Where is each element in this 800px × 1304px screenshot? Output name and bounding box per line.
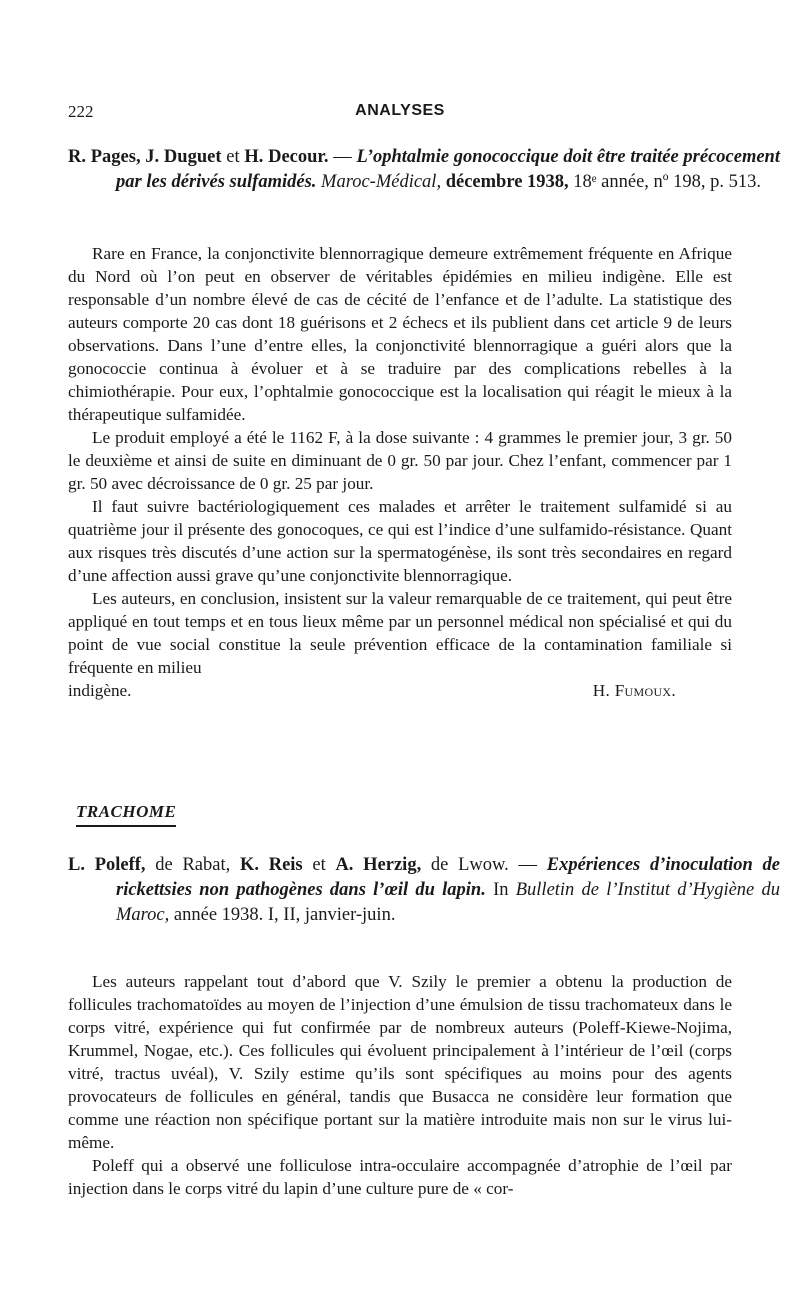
citation-in: In — [485, 880, 516, 900]
article-citation — [68, 145, 780, 195]
body-paragraph: Les auteurs, en conclusion, insistent sur la valeur remarquable de ce traitement, qui peut être appliqué en tout temps et en tous lieux même par un personnel médical non spécialisé et qui du point de vue social constitue la seule prévention efficace de la contamination familiale si fréquente en milieu — [68, 589, 732, 677]
article-title: Expériences d’inoculation de rickettsies non pathogènes dans l’œil du lapin. — [116, 855, 780, 900]
section-title: ANALYSES — [355, 102, 445, 119]
article-body — [68, 242, 732, 702]
citation-reference: année 1938. I, II, janvier-juin. — [169, 905, 396, 925]
running-head — [68, 102, 732, 128]
journal-name: Maroc-Médical, — [316, 172, 442, 192]
citation-author: L. Poleff, — [68, 855, 146, 875]
citation-reference: 18ᵉ année, nº 198, p. 513. — [568, 172, 762, 192]
citation-dash: — — [328, 147, 357, 167]
body-paragraph: Poleff qui a observé une folliculose intra-occulaire accompagnée d’atrophie de l’œil par injection dans le corps vitré du lapin d’une culture pure de « cor- — [68, 1156, 732, 1198]
citation-author: H. Decour. — [244, 147, 329, 167]
citation-conjunction: et — [221, 147, 245, 167]
body-last-line: indigène. — [68, 681, 132, 700]
body-paragraph: Le produit employé a été le 1162 F, à la dose suivante : 4 grammes le premier jour, 3 gr. 50 le deuxième et ainsi de suite en diminuant de 0 gr. 50 par jour. Chez l’enfant, commencer par 1 gr. 50 avec décroissance de 0 gr. 25 par jour. — [68, 428, 732, 493]
citation-conjunction: et — [302, 855, 336, 875]
citation-author: K. Reis — [239, 855, 303, 875]
article-citation — [68, 853, 780, 928]
page-number: 222 — [68, 102, 94, 121]
citation-authors: R. Pages, J. Duguet — [68, 147, 222, 167]
journal-name: Bulletin de l’Institut d’Hygiène du Maroc, — [116, 880, 780, 925]
article-title: L’ophtalmie gonococcique doit être traitée précocement par les dérivés sulfamidés. — [116, 147, 780, 192]
citation-date: décembre 1938, — [441, 172, 569, 192]
citation-author: A. Herzig, — [335, 855, 422, 875]
body-paragraph: Il faut suivre bactériologiquement ces malades et arrêter le traitement sulfamidé si au quatrième jour il présente des gonocoques, ce qui est l’indice d’une sulfamido-résistance. Quant aux risques très discutés d’une action sur la spermatogénèse, ils sont très secondaires en regard d’une affection aussi grave qu’une conjonctivite blennorragique. — [68, 497, 732, 585]
citation-place: de Lwow. — [421, 855, 509, 875]
citation-place: de Rabat, — [145, 855, 240, 875]
article-body — [68, 970, 732, 1200]
reviewer-signature: H. Fumoux. — [592, 681, 676, 700]
body-paragraph: Les auteurs rappelant tout d’abord que V. Szily le premier a obtenu la production de follicules trachomatoïdes au moyen de l’injection d’une émulsion de tissu trachomateux dans le corps vitré, expérience qui fut confirmée par de nombreux auteurs (Poleff-Kiewe-Nojima, Krummel, Nogae, etc.). Ces follicules qui évoluent principalement à l’intérieur de l’œil (corps vitré, tractus uvéal), V. Szily estime qu’ils sont spécifiques au moins pour des agents provocateurs de follicules en général, tandis que Busacca ne considère leur formation que comme une réaction non spécifique portant sur la matière introduite mais non sur le virus lui-même. — [68, 972, 732, 1152]
signature-line — [68, 679, 732, 702]
citation-dash: — — [508, 855, 547, 875]
section-heading: TRACHOME — [76, 802, 176, 827]
body-paragraph: Rare en France, la conjonctivite blennorragique demeure extrêmement fréquente en Afrique du Nord où l’on peut en observer de véritables épidémies en milieu indigène. Elle est responsable d’un nombre élevé de cas de cécité de l’enfance et de l’adulte. La statistique des auteurs comporte 20 cas dont 18 guérisons et 2 échecs et ils publient dans cet article 9 de leurs observations. Dans l’une d’entre elles, la conjonctivité blennorragique a guéri alors que la gonococcie continua à évoluer et à se traduire par des complications rebelles à la chimiothérapie. Pour eux, l’ophtalmie gonococcique est la localisation qui réagit le mieux à la thérapeutique sulfamidée. — [68, 244, 732, 424]
